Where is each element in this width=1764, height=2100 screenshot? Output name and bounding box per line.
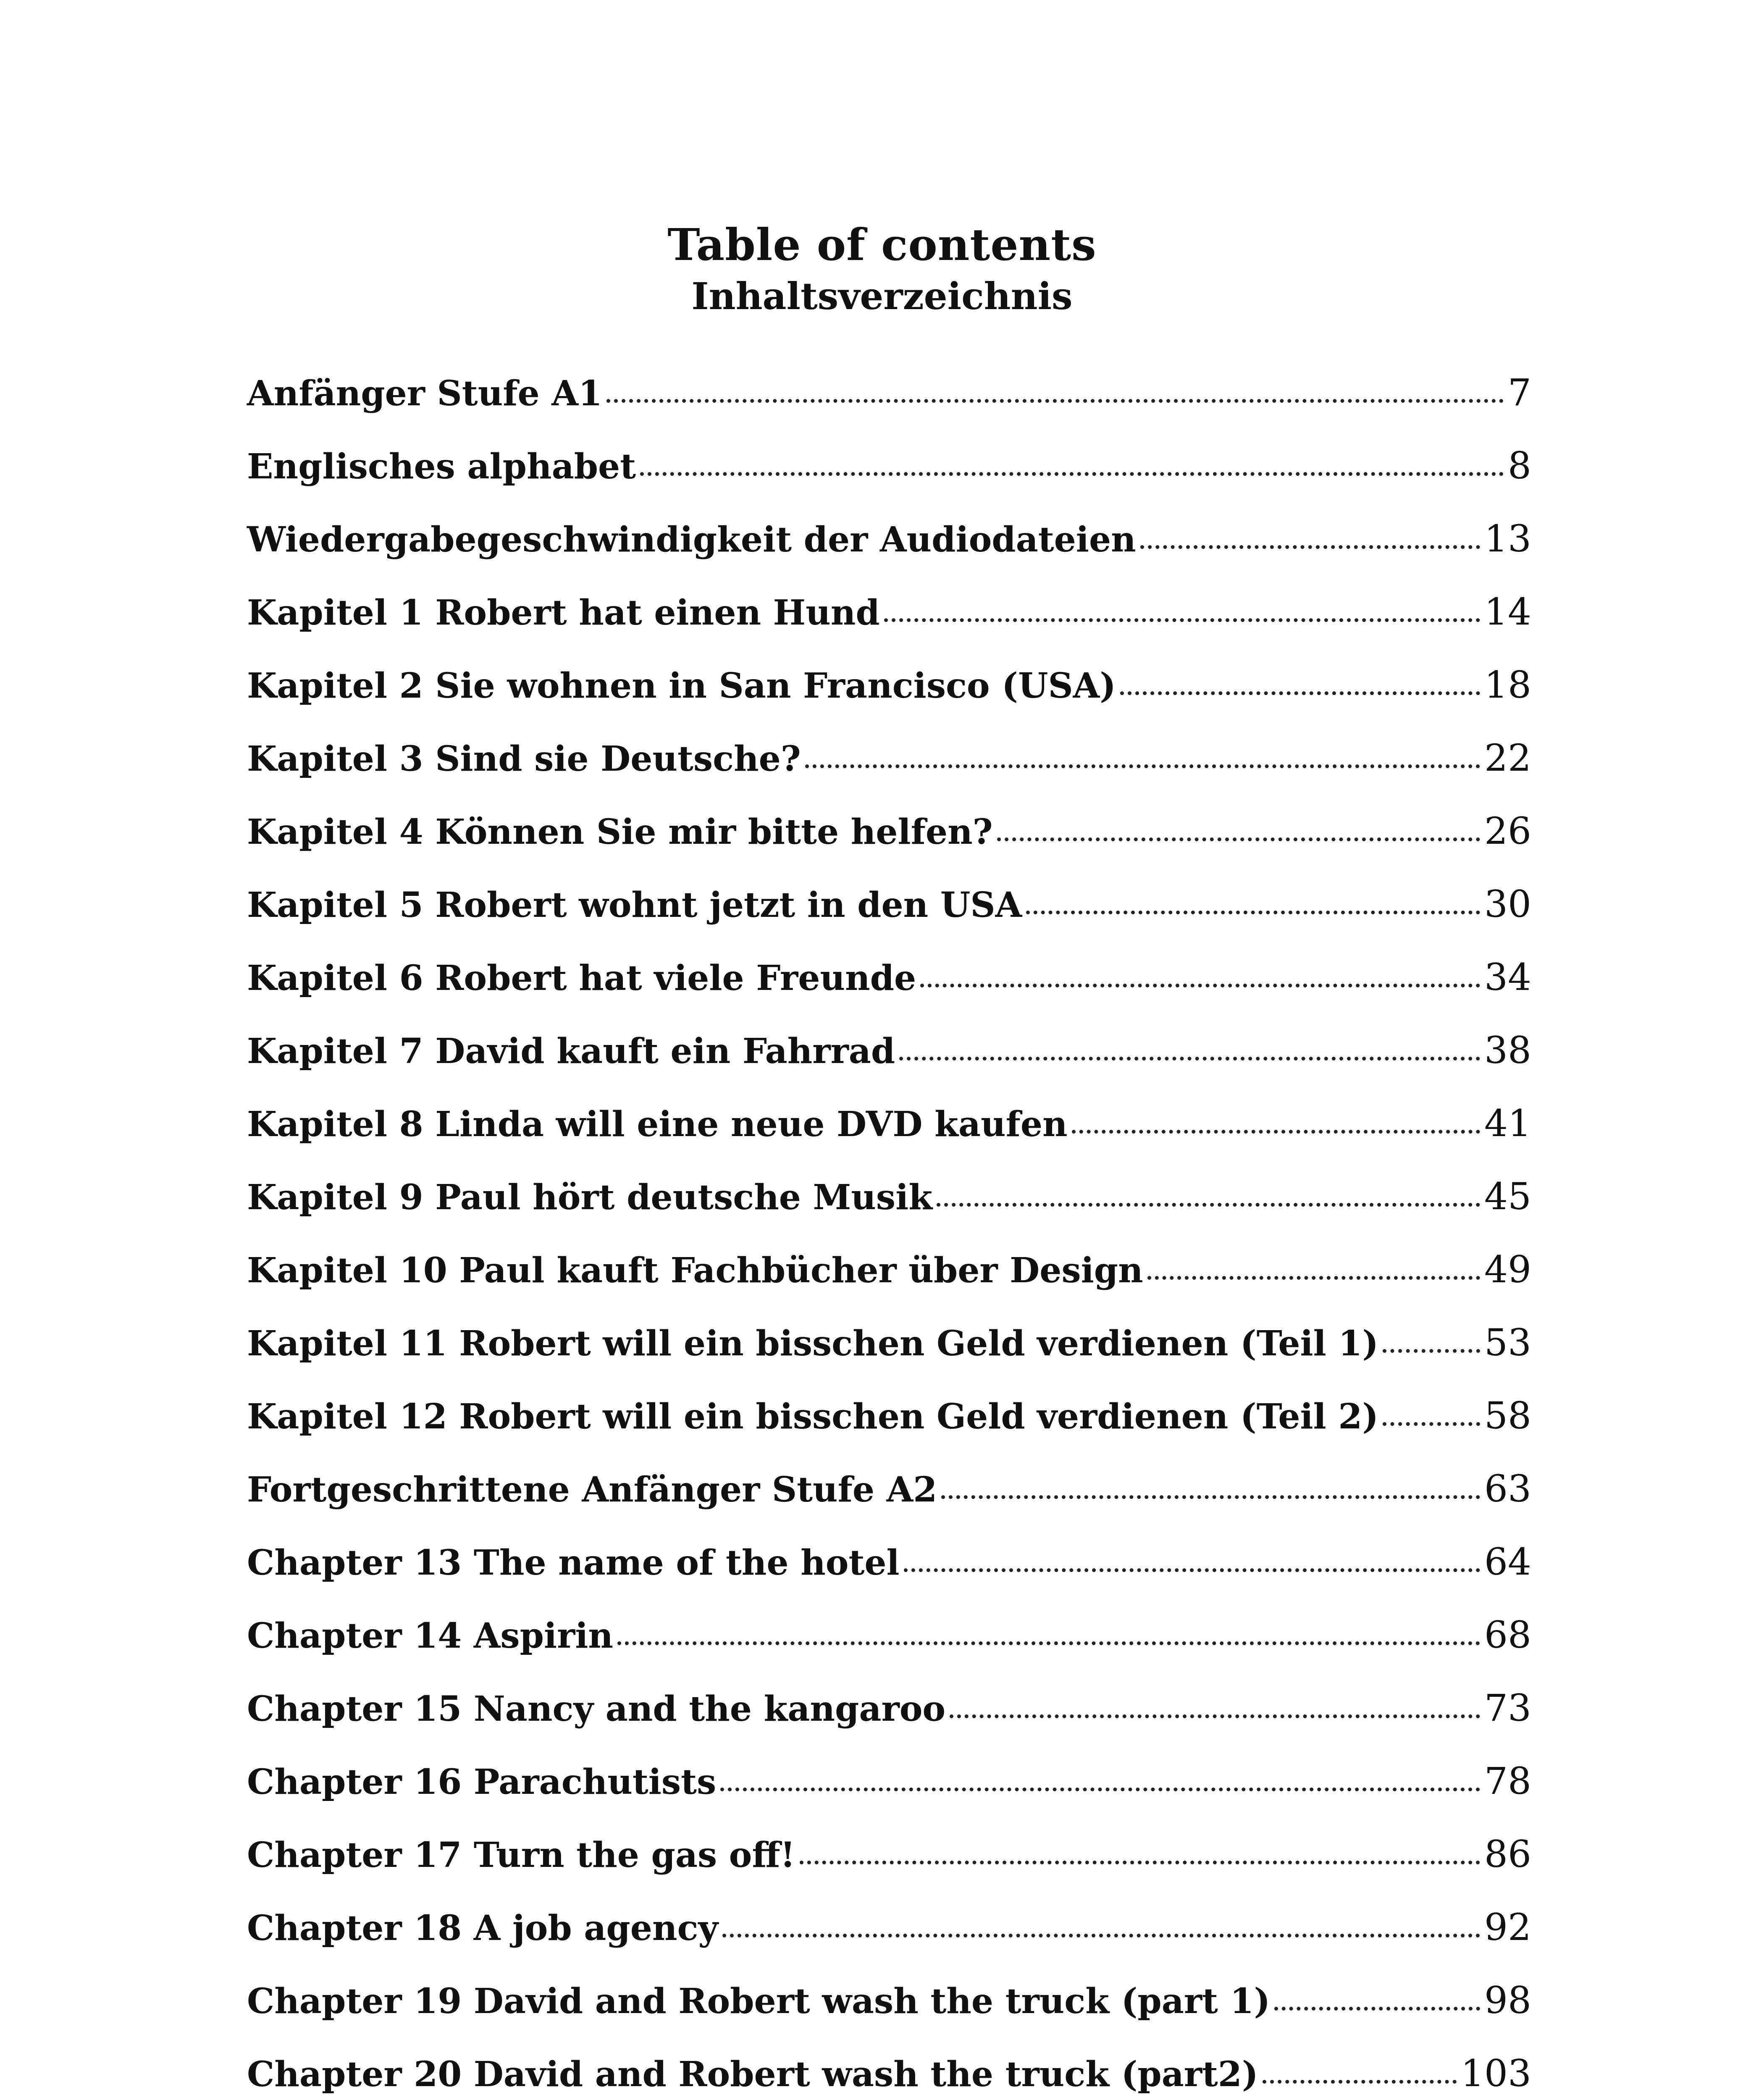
- dot-leader: [997, 837, 1480, 841]
- toc-entry-page: 98: [1484, 1979, 1531, 2022]
- dot-leader: [606, 399, 1504, 403]
- toc-entry-page: 14: [1484, 590, 1531, 633]
- toc-entry-page: 41: [1484, 1102, 1531, 1145]
- toc-entry[interactable]: [247, 1973, 1531, 2046]
- toc-entry[interactable]: [247, 658, 1531, 731]
- dot-leader: [720, 1788, 1480, 1791]
- toc-entry-page: 58: [1484, 1394, 1531, 1437]
- page-title: Table of contents: [667, 219, 1097, 270]
- dot-leader: [950, 1714, 1480, 1718]
- dot-leader: [899, 1057, 1480, 1060]
- dot-leader: [884, 618, 1480, 622]
- toc-entry[interactable]: [247, 1389, 1531, 1462]
- toc-entry[interactable]: [247, 2046, 1531, 2100]
- toc-entry[interactable]: [247, 1681, 1531, 1754]
- toc-entry-title: Kapitel 3 Sind sie Deutsche?: [247, 739, 801, 779]
- toc-entry[interactable]: [247, 1754, 1531, 1827]
- toc-entry-page: 30: [1484, 882, 1531, 926]
- toc-entry-title: Kapitel 9 Paul hört deutsche Musik: [247, 1177, 933, 1218]
- toc-entry[interactable]: [247, 1242, 1531, 1315]
- toc-entry[interactable]: [247, 1827, 1531, 1900]
- dot-leader: [1026, 911, 1480, 914]
- dot-leader: [1383, 1422, 1480, 1426]
- toc-entry-title: Englisches alphabet: [247, 446, 636, 487]
- toc-entry-title: Chapter 17 Turn the gas off!: [247, 1835, 795, 1875]
- toc-entry-page: 103: [1461, 2052, 1531, 2095]
- dot-leader: [1140, 545, 1480, 549]
- toc-entry-page: 13: [1484, 517, 1531, 560]
- toc-entry-title: Wiedergabegeschwindigkeit der Audiodateien: [247, 520, 1136, 560]
- toc-entry-page: 92: [1484, 1906, 1531, 1949]
- toc-entry[interactable]: [247, 365, 1531, 438]
- toc-entry-page: 86: [1484, 1832, 1531, 1876]
- toc-entry-page: 22: [1484, 736, 1531, 780]
- toc-entry-page: 73: [1484, 1686, 1531, 1730]
- dot-leader: [722, 1934, 1480, 1937]
- toc-entry-page: 38: [1484, 1029, 1531, 1072]
- dot-leader: [1120, 691, 1480, 695]
- toc-entry[interactable]: [247, 512, 1531, 585]
- toc-entry-page: 26: [1484, 809, 1531, 853]
- toc-entry-title: Chapter 13 The name of the hotel: [247, 1543, 900, 1583]
- toc-entry-title: Chapter 18 A job agency: [247, 1908, 719, 1948]
- dot-leader: [920, 984, 1480, 987]
- page-subtitle: Inhaltsverzeichnis: [691, 274, 1073, 318]
- toc-entry-title: Anfänger Stufe A1: [247, 373, 602, 414]
- toc-entry-title: Kapitel 6 Robert hat viele Freunde: [247, 958, 916, 998]
- toc-entry[interactable]: [247, 1900, 1531, 1973]
- dot-leader: [1383, 1349, 1480, 1353]
- toc-entry-title: Kapitel 4 Können Sie mir bitte helfen?: [247, 812, 993, 852]
- toc-entry-page: 8: [1508, 444, 1531, 487]
- toc-entry-page: 68: [1484, 1613, 1531, 1656]
- toc-entry[interactable]: [247, 438, 1531, 512]
- toc-entry-title: Kapitel 5 Robert wohnt jetzt in den USA: [247, 885, 1022, 925]
- toc-entry-page: 63: [1484, 1467, 1531, 1510]
- toc-entry[interactable]: [247, 1096, 1531, 1169]
- toc-entry-page: 64: [1484, 1540, 1531, 1583]
- toc-entry-page: 78: [1484, 1759, 1531, 1803]
- toc-entry-page: 45: [1484, 1175, 1531, 1218]
- toc-entry[interactable]: [247, 585, 1531, 658]
- table-of-contents: [247, 365, 1531, 2100]
- toc-entry[interactable]: [247, 1169, 1531, 1242]
- dot-leader: [904, 1568, 1480, 1572]
- toc-entry[interactable]: [247, 950, 1531, 1023]
- dot-leader: [1072, 1130, 1480, 1134]
- dot-leader: [1263, 2080, 1457, 2084]
- toc-entry-title: Kapitel 7 David kauft ein Fahrrad: [247, 1031, 895, 1071]
- toc-entry-title: Kapitel 11 Robert will ein bisschen Geld verdienen (Teil 1): [247, 1323, 1379, 1364]
- toc-entry-title: Kapitel 10 Paul kauft Fachbücher über Design: [247, 1250, 1143, 1291]
- dot-leader: [941, 1495, 1480, 1499]
- toc-entry-title: Kapitel 1 Robert hat einen Hund: [247, 593, 880, 633]
- toc-entry-title: Chapter 19 David and Robert wash the truck (part 1): [247, 1981, 1270, 2021]
- toc-entry-page: 7: [1508, 371, 1531, 414]
- toc-entry-page: 53: [1484, 1321, 1531, 1364]
- dot-leader: [1147, 1276, 1480, 1280]
- toc-entry-title: Chapter 20 David and Robert wash the truck (part2): [247, 2054, 1258, 2095]
- dot-leader: [937, 1203, 1480, 1207]
- toc-entry-title: Chapter 16 Parachutists: [247, 1762, 717, 1802]
- toc-entry[interactable]: [247, 804, 1531, 877]
- dot-leader: [805, 764, 1480, 768]
- toc-entry[interactable]: [247, 731, 1531, 804]
- toc-entry[interactable]: [247, 1315, 1531, 1389]
- toc-entry[interactable]: [247, 1023, 1531, 1096]
- toc-entry-title: Kapitel 12 Robert will ein bisschen Geld verdienen (Teil 2): [247, 1396, 1379, 1437]
- toc-entry[interactable]: [247, 1608, 1531, 1681]
- toc-entry-page: 34: [1484, 956, 1531, 999]
- toc-entry[interactable]: [247, 877, 1531, 950]
- toc-entry-page: 18: [1484, 663, 1531, 706]
- dot-leader: [640, 472, 1504, 476]
- toc-entry-title: Kapitel 2 Sie wohnen in San Francisco (USA): [247, 666, 1116, 706]
- toc-entry[interactable]: [247, 1462, 1531, 1535]
- toc-entry[interactable]: [247, 1535, 1531, 1608]
- dot-leader: [800, 1861, 1480, 1864]
- toc-entry-title: Chapter 15 Nancy and the kangaroo: [247, 1689, 946, 1729]
- dot-leader: [1274, 2007, 1480, 2011]
- toc-entry-title: Chapter 14 Aspirin: [247, 1616, 614, 1656]
- toc-entry-title: Kapitel 8 Linda will eine neue DVD kaufen: [247, 1104, 1068, 1144]
- toc-entry-page: 49: [1484, 1248, 1531, 1291]
- dot-leader: [617, 1641, 1480, 1645]
- toc-entry-title: Fortgeschrittene Anfänger Stufe A2: [247, 1470, 937, 1510]
